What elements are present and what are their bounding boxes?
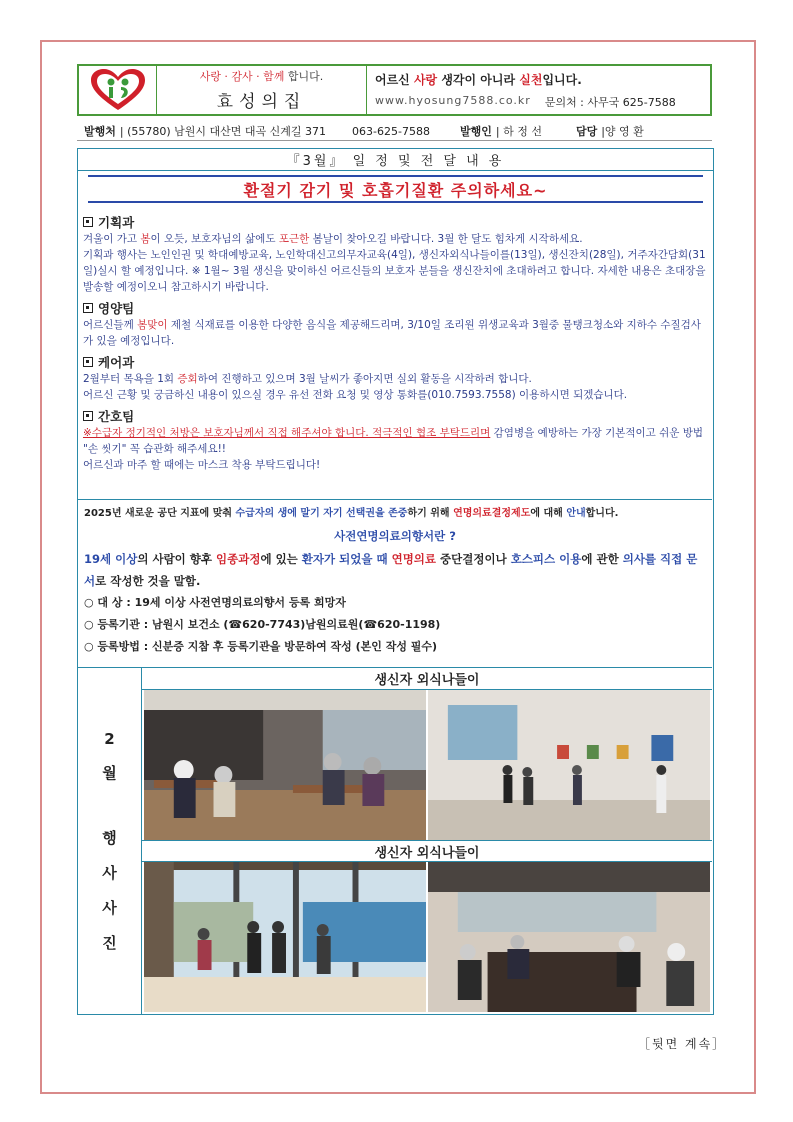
text-red: 포근한 xyxy=(278,233,310,245)
dept-name: 간호팀 xyxy=(98,409,135,424)
text-blue: 수급자의 생에 말기 자기 선택권을 존중 xyxy=(235,508,408,519)
advance-directive-agency: ○ 등록기관 : 남원시 보건소 (☎620-7743)남원의료원(☎620-1198) xyxy=(84,618,441,631)
advance-directive-intro xyxy=(84,504,706,519)
website-link[interactable]: www.hyosung7588.co.kr xyxy=(375,93,531,107)
continued-note: ［뒷면 계속］ xyxy=(638,1037,727,1051)
facility-name: 효성의집 xyxy=(216,92,307,112)
side-label-char: 사 xyxy=(102,863,117,882)
dept-heading-nursing xyxy=(83,407,707,425)
slogan-tail: 합니다. xyxy=(284,70,324,83)
dept-text-nutrition xyxy=(83,317,707,349)
dept-text-planning xyxy=(83,231,707,247)
advance-directive-method: ○ 등록방법 : 신분증 지참 후 등록기관을 방문하여 작성 (본인 작성 필수) xyxy=(84,640,438,653)
text: 에 있는 xyxy=(260,552,302,566)
dept-text-planning-2: 기획과 행사는 노인인권 및 학대예방교육, 노인학대신고의무자교육(4일), 생신자외식나들이를(13일), 생신잔치(28일), 거주자간담회(31일)실시 할 예정입니다. ※ 1월~ 3월 생신을 맞이하신 어르신들의 보호자 분들을 생신잔치에 초대하려고 합니다. 자세한 내용은 초대장을 발송할 예정이오니 참고하시기 바랍니다. xyxy=(83,249,706,293)
photo-caption-2: 생신자 외식나들이 xyxy=(142,840,712,862)
advance-directive-target: ○ 대 상 : 19세 이상 사전연명의료의향서 등록 희망자 xyxy=(84,596,346,609)
facility-name-box xyxy=(157,66,367,114)
dept-name: 케어과 xyxy=(98,355,135,370)
publisher-person: | 하 정 선 xyxy=(495,125,542,138)
text: 중단결정이나 xyxy=(436,552,511,566)
side-label-char: 사 xyxy=(102,898,117,917)
text-blue: 안내 xyxy=(566,508,586,519)
publisher-label: 발행처 xyxy=(84,125,116,138)
publisher-person-label: 발행인 xyxy=(459,125,492,138)
text-red: 연명의료결정제도 xyxy=(453,508,531,519)
logo xyxy=(79,66,157,114)
slogan xyxy=(200,68,324,84)
newsletter-header xyxy=(77,64,712,116)
text: 봄날이 찾아오길 바랍니다. 3월 한 달도 힘차게 시작하세요. xyxy=(309,233,583,245)
motto-text: 입니다. xyxy=(542,72,582,87)
dept-heading-care xyxy=(83,353,707,371)
text: 에 대해 xyxy=(530,508,567,519)
square-bullet-icon xyxy=(83,303,93,313)
text: 2월부터 목욕을 1회 xyxy=(83,373,178,385)
side-label-char: 행 xyxy=(102,828,117,847)
text: 에 관한 xyxy=(581,552,623,566)
text: 로 작성한 것을 말함. xyxy=(95,574,201,588)
side-label-char: 월 xyxy=(102,763,117,782)
photo-row-1 xyxy=(142,690,712,840)
text-blue: 호스피스 이용 xyxy=(510,552,582,566)
photo-group-outdoor xyxy=(144,862,426,1012)
divider xyxy=(77,140,712,141)
text: 합니다. xyxy=(585,508,619,519)
text: 제철 식재료를 이용한 다양한 음식을 제공해드리며, 3/10일 조리원 위생교육과 3월중 물탱크청소와 지하수 수질검사가 있을 예정입니다. xyxy=(83,319,701,347)
text: 이 오듯, 보호자님의 삶에도 xyxy=(150,233,279,245)
dept-heading-nutrition xyxy=(83,299,707,317)
photo-side-label xyxy=(78,668,142,1014)
side-label-char: 2 xyxy=(104,729,115,748)
text: 하기 위해 xyxy=(407,508,454,519)
text-blue: 환자가 되었을 때 xyxy=(301,552,388,566)
dept-name: 기획과 xyxy=(98,215,135,230)
text-blue: 19세 이상 xyxy=(84,552,138,566)
text-red: 연명의료 xyxy=(391,552,437,566)
motto-highlight: 사랑 xyxy=(413,72,438,87)
motto-highlight: 실천 xyxy=(519,72,543,87)
manager-label: 담당 xyxy=(575,125,598,138)
departments xyxy=(78,203,713,473)
publisher-address: | (55780) 남원시 대산면 대곡 신계길 371 xyxy=(119,125,327,138)
text: 겨울이 가고 xyxy=(83,233,141,245)
photo-cafe-table xyxy=(428,862,710,1012)
photo-section xyxy=(78,667,712,1014)
advance-directive-definition xyxy=(84,548,706,592)
dept-text-nursing xyxy=(83,425,707,457)
text: 2025년 새로운 공단 지표에 맞춰 xyxy=(84,508,236,519)
text: 어르신들께 xyxy=(83,319,138,331)
photo-row-2 xyxy=(142,862,712,1012)
text-blue: 의사를 직접 문서 xyxy=(84,552,698,588)
side-label-char: 진 xyxy=(102,933,117,952)
contact-row xyxy=(375,94,710,110)
square-bullet-icon xyxy=(83,411,93,421)
header-info xyxy=(367,66,710,114)
square-bullet-icon xyxy=(83,217,93,227)
dept-text-care-2: 어르신 근황 및 궁금하신 내용이 있으실 경우 유선 전화 요청 및 영상 통화를(010.7593.7558) 이용하시면 되겠습니다. xyxy=(83,389,628,401)
inquiry-phone: 문의처 : 사무국 625-7588 xyxy=(544,95,676,109)
text-red: 봄 xyxy=(140,233,151,245)
text-red: 임종과정 xyxy=(216,552,261,566)
square-bullet-icon xyxy=(83,357,93,367)
manager-name: |양 영 환 xyxy=(601,125,644,138)
slogan-highlight: 사랑 · 감사 · 함께 xyxy=(199,70,285,83)
advance-directive-section xyxy=(78,499,712,662)
text-red-underline: ※수급자 정기적인 처방은 보호자님께서 직접 해주셔야 합니다. 적극적인 협조 부탁드리며 xyxy=(83,427,491,439)
motto-text: 어르신 xyxy=(375,72,414,87)
heart-logo-icon xyxy=(87,68,149,112)
photo-gallery-visit xyxy=(428,690,710,840)
text: 하여 진행하고 있으며 3월 날씨가 좋아지면 실외 활동을 시작하려 합니다. xyxy=(197,373,532,385)
publisher-phone: 063-625-7588 xyxy=(352,124,430,138)
dept-name: 영양팀 xyxy=(98,301,135,316)
section-title: 『3월』 일 정 및 전 달 내 용 xyxy=(78,149,713,171)
publisher-line xyxy=(84,123,714,139)
headline: 환절기 감기 및 호흡기질환 주의하세요~ xyxy=(88,175,703,203)
motto-text: 생각이 아니라 xyxy=(437,72,520,87)
photo-grid xyxy=(142,668,712,1014)
photo-restaurant-interior xyxy=(144,690,426,840)
advance-directive-title: 사전연명의료의향서란 ? xyxy=(334,529,456,543)
dept-heading-planning xyxy=(83,213,707,231)
text-red: 봄맞이 xyxy=(137,319,168,331)
text: 감염병을 예방하는 가장 기본적이고 쉬운 방법 "손 씻기" 꼭 습관화 해주세요!! xyxy=(83,427,704,455)
dept-text-nursing-2: 어르신과 마주 할 때에는 마스크 착용 부탁드립니다! xyxy=(83,459,321,471)
text-red: 증회 xyxy=(177,373,198,385)
photo-caption-1: 생신자 외식나들이 xyxy=(142,668,712,690)
text: 의 사람이 향후 xyxy=(137,552,217,566)
motto xyxy=(375,71,710,88)
dept-text-care xyxy=(83,371,707,387)
main-content xyxy=(77,148,714,1015)
